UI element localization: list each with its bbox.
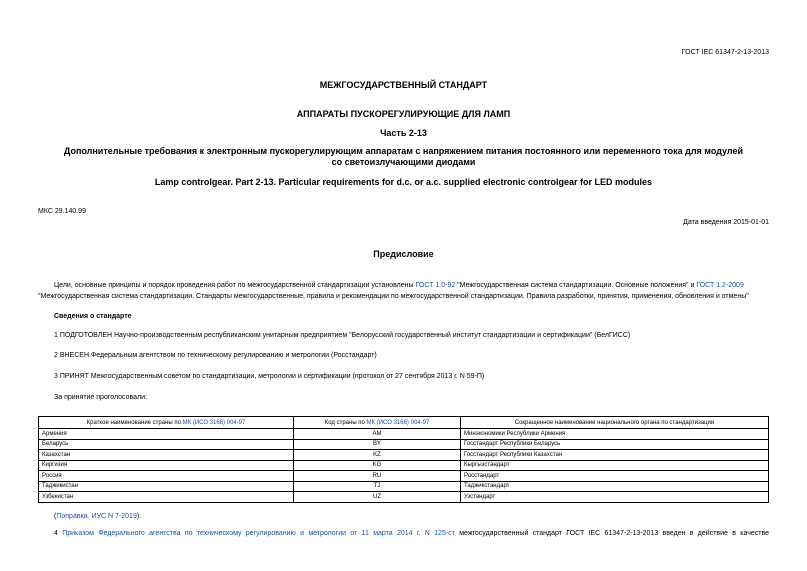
- english-title: Lamp controlgear. Part 2-13. Particular requirements for d.c. or a.c. supplied electronic controlgear for LED modules: [154, 177, 653, 187]
- preface-heading: Предисловие: [373, 249, 434, 259]
- item-number: 4: [54, 530, 63, 537]
- amendment-note: [54, 513, 141, 520]
- table-row: [39, 439, 769, 450]
- column-header-country: [39, 417, 294, 429]
- voting-table: [38, 416, 769, 503]
- agency-cell: Минэкономики Республики Армения: [461, 429, 769, 440]
- paragraph-text: межгосударственный стандарт ГОСТ IEC 61347-2-13-2013 введен в действие в качестве: [454, 530, 769, 537]
- mks-code: МКС 29.140.99: [38, 208, 86, 215]
- table-row: [39, 460, 769, 471]
- voted-label: За принятие проголосовали:: [54, 394, 147, 401]
- column-header-agency: Сокращенное наименование национального органа по стандартизации: [461, 417, 769, 429]
- preface-paragraph: [38, 280, 769, 302]
- standard-type-heading: МЕЖГОСУДАРСТВЕННЫЙ СТАНДАРТ: [319, 80, 488, 90]
- agency-cell: Росстандарт: [461, 471, 769, 482]
- order-link[interactable]: Приказом Федерального агентства по техническому регулированию и метрологии от 11 марта 2014 г. N 125-ст: [62, 530, 455, 537]
- country-cell: Армения: [39, 429, 294, 440]
- code-cell: KG: [294, 460, 461, 471]
- standard-info-heading: Сведения о стандарте: [54, 313, 132, 320]
- code-cell: AM: [294, 429, 461, 440]
- amendment-link[interactable]: Поправка. ИУС N 7-2019: [56, 513, 137, 520]
- document-title: АППАРАТЫ ПУСКОРЕГУЛИРУЮЩИЕ ДЛЯ ЛАМП: [296, 109, 511, 119]
- gost-1-0-link[interactable]: ГОСТ 1.0-92: [415, 282, 456, 289]
- table-row: [39, 429, 769, 440]
- table-row: [39, 492, 769, 503]
- document-subtitle: Дополнительные требования к электронным пускорегулирующим аппаратам с напряжением питания постоянного или переменного тока для модулей со светоизлучающими диодами: [63, 146, 744, 167]
- paragraph-text: Цели, основные принципы и порядок проведения работ по межгосударственной стандартизации установлены: [54, 282, 416, 289]
- column-header-code: [294, 417, 461, 429]
- doc-code: ГОСТ IEC 61347-2-13-2013: [681, 49, 769, 56]
- code-cell: BY: [294, 439, 461, 450]
- mk-iso-link[interactable]: МК (ИСО 3166) 004-97: [366, 419, 430, 426]
- table-header-row: [39, 417, 769, 429]
- code-cell: TJ: [294, 481, 461, 492]
- country-cell: Россия: [39, 471, 294, 482]
- country-cell: Таджикистан: [39, 481, 294, 492]
- header-text: Краткое наименование страны по: [86, 419, 183, 426]
- agency-cell: Таджикстандарт: [461, 481, 769, 492]
- header-text: Код страны по: [324, 419, 367, 426]
- country-cell: Беларусь: [39, 439, 294, 450]
- code-cell: RU: [294, 471, 461, 482]
- paragraph-text: "Межгосударственная система стандартизации. Стандарты межгосударственные, правила и рекомендации по межгосударственной стандартизации. Правила разработки, принятия, применения, обновления и отмены": [38, 293, 749, 300]
- intro-date: Дата введения 2015-01-01: [683, 219, 769, 226]
- country-cell: Киргизия: [39, 460, 294, 471]
- paragraph-text: "Межгосударственная система стандартизации. Основные положения" и: [455, 282, 697, 289]
- paren-text: ).: [136, 513, 142, 520]
- info-item-introduced: 2 ВНЕСЕН Федеральным агентством по техническому регулированию и метрологии (Росстандарт): [54, 352, 377, 359]
- part-number: Часть 2-13: [380, 128, 427, 138]
- paren-text: (: [54, 513, 57, 520]
- agency-cell: Кыргызстандарт: [461, 460, 769, 471]
- info-item-prepared: 1 ПОДГОТОВЛЕН Научно-производственным республиканским унитарным предприятием "Белорусский государственный институт стандартизации и сертификации" (БелГИСС): [54, 332, 631, 339]
- code-cell: KZ: [294, 450, 461, 461]
- country-cell: Казахстан: [39, 450, 294, 461]
- agency-cell: Госстандарт Республики Беларусь: [461, 439, 769, 450]
- info-item-adopted: 3 ПРИНЯТ Межгосударственным советом по стандартизации, метрологии и сертификации (протокол от 27 сентября 2013 г. N 59-П): [54, 373, 485, 380]
- mk-iso-link[interactable]: МК (ИСО 3166) 004-97: [182, 419, 246, 426]
- table-row: [39, 481, 769, 492]
- code-cell: UZ: [294, 492, 461, 503]
- agency-cell: Узстандарт: [461, 492, 769, 503]
- table-row: [39, 450, 769, 461]
- info-item-enacted: [38, 528, 769, 539]
- country-cell: Узбекистан: [39, 492, 294, 503]
- table-row: [39, 471, 769, 482]
- agency-cell: Госстандарт Республики Казахстан: [461, 450, 769, 461]
- gost-1-2-link[interactable]: ГОСТ 1.2-2009: [696, 282, 744, 289]
